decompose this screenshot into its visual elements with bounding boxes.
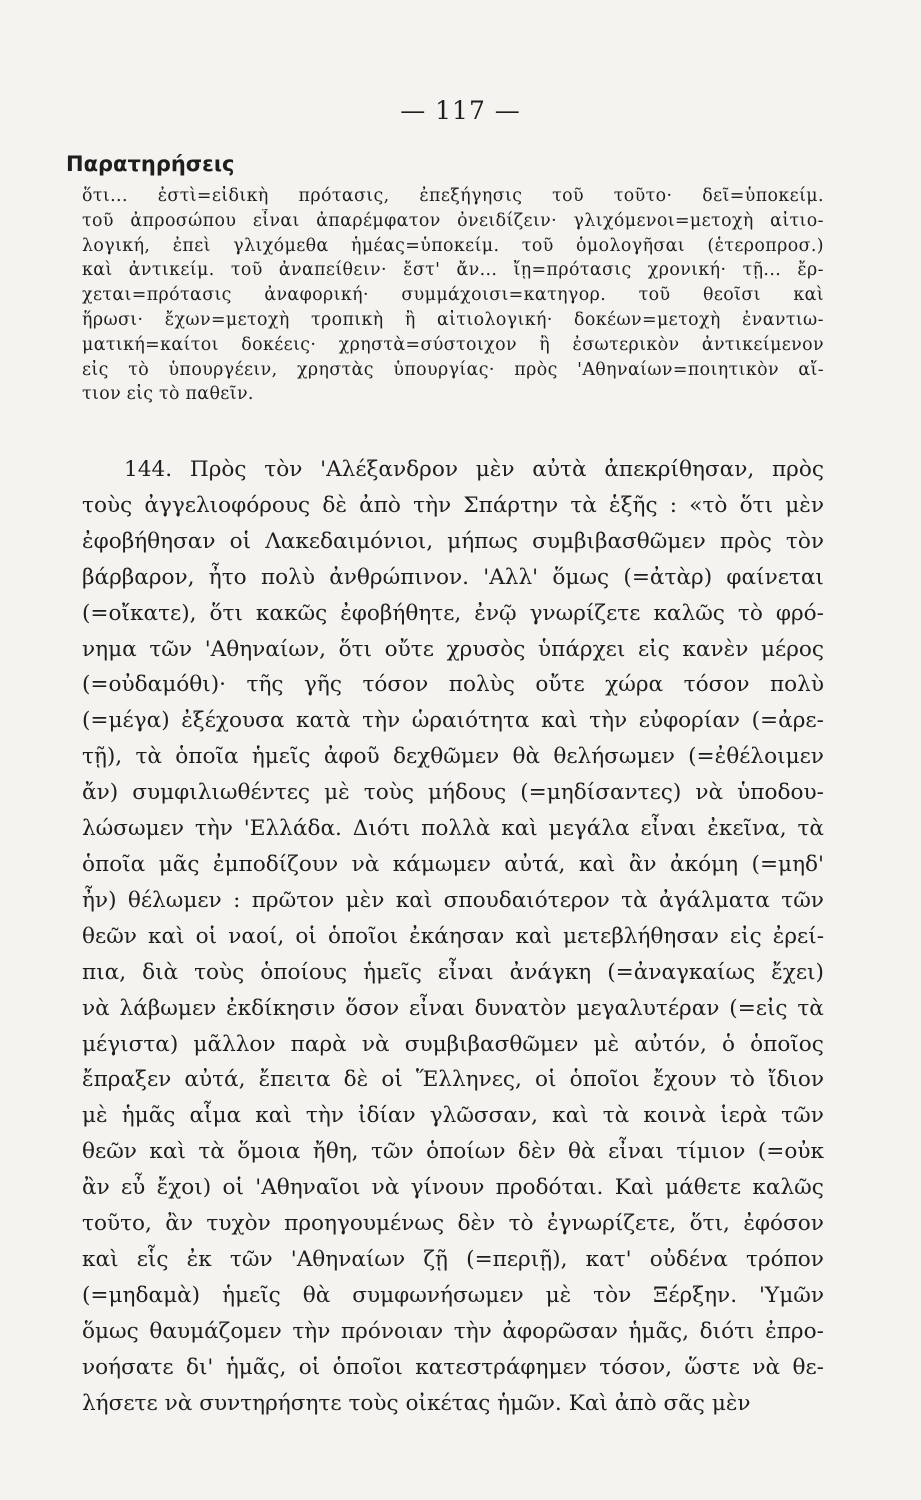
text-line: (=οἴκατε), ὅτι κακῶς ἐφοβήθητε, ἐνῷ γνωρίζετε καλῶς τὸ φρό- [82, 600, 824, 626]
note-line: εἰς τὸ ὑπουργέειν, χρηστὰς ὑπουργίας· πρὸς 'Αθηναίων=ποιητικὸν αἴ- [82, 359, 824, 380]
text-line: ὅμως θαυμάζομεν τὴν πρόνοιαν τὴν ἀφορῶσαν ἡμᾶς, διότι ἐπρο- [82, 1318, 824, 1344]
page-number: — 117 — [400, 96, 521, 125]
text-line: πια, διὰ τοὺς ὁποίους ἡμεῖς εἶναι ἀνάγκη (=ἀναγκαίως ἔχει) [82, 959, 824, 985]
text-line: θεῶν καὶ οἱ ναοί, οἱ ὁποῖοι ἐκάησαν καὶ μετεβλήθησαν εἰς ἐρεί- [82, 923, 824, 949]
text-line: καὶ εἷς ἐκ τῶν 'Αθηναίων ζῇ (=περιῇ), κατ' οὐδένα τρόπον [82, 1246, 824, 1272]
note-line: ὅτι... ἐστὶ=εἰδικὴ πρότασις, ἐπεξήγησις τοῦ τοῦτο· δεῖ=ὑποκείμ. [82, 186, 824, 206]
note-line: ματική=καίτοι δοκέεις· χρηστὰ=σύστοιχον ἢ ἐσωτερικὸν ἀντικείμενον [82, 334, 824, 355]
text-line: ἂν εὖ ἔχοι) οἱ 'Αθηναῖοι νὰ γίνουν προδόται. Καὶ μάθετε καλῶς [82, 1175, 824, 1201]
notes-heading: Παρατηρήσεις [66, 152, 235, 176]
note-line: καὶ ἀντικείμ. τοῦ ἀναπείθειν· ἔστ' ἄν... ἴῃ=πρότασις χρονική· τῇ... ἔρ- [82, 260, 824, 281]
text-line: θεῶν καὶ τὰ ὅμοια ἤθη, τῶν ὁποίων δὲν θὰ εἶναι τίμιον (=οὐκ [82, 1139, 824, 1165]
text-line: ἔπραξεν αὐτά, ἔπειτα δὲ οἱ Ἕλληνες, οἱ ὁποῖοι ἔχουν τὸ ἴδιον [82, 1067, 824, 1093]
note-line: τιον εἰς τὸ παθεῖν. [82, 384, 254, 405]
text-line: νὰ λάβωμεν ἐκδίκησιν ὅσον εἶναι δυνατὸν μεγαλυτέραν (=εἰς τὰ [82, 995, 824, 1021]
text-line: (=οὐδαμόθι)· τῆς γῆς τόσον πολὺς οὔτε χώρα τόσον πολὺ [82, 672, 824, 698]
note-line: λογική, ἐπεὶ γλιχόμεθα ἡμέας=ὑποκείμ. τοῦ ὁμολογῆσαι (ἑτεροπροσ.) [82, 235, 824, 256]
text-line: μὲ ἡμᾶς αἷμα καὶ τὴν ἰδίαν γλῶσσαν, καὶ τὰ κοινὰ ἱερὰ τῶν [82, 1103, 824, 1129]
text-line: (=μέγα) ἐξέχουσα κατὰ τὴν ὡραιότητα καὶ τὴν εὐφορίαν (=ἀρε- [82, 708, 824, 734]
text-line: ἐφοβήθησαν οἱ Λακεδαιμόνιοι, μήπως συμβιβασθῶμεν πρὸς τὸν [82, 528, 824, 554]
text-line: βάρβαρον, ἦτο πολὺ ἀνθρώπινον. 'Αλλ' ὅμως (=ἀτὰρ) φαίνεται [82, 564, 824, 590]
text-line: μέγιστα) μᾶλλον παρὰ νὰ συμβιβασθῶμεν μὲ αὐτόν, ὁ ὁποῖος [82, 1031, 824, 1057]
text-line: (=μηδαμὰ) ἡμεῖς θὰ συμφωνήσωμεν μὲ τὸν Ξέρξην. 'Υμῶν [82, 1282, 824, 1308]
text-line: λήσετε νὰ συντηρήσητε τοὺς οἰκέτας ἡμῶν. Καὶ ἀπὸ σᾶς μὲν [82, 1390, 751, 1416]
main-text-section [82, 452, 824, 1421]
text-line: νημα τῶν 'Αθηναίων, ὅτι οὔτε χρυσὸς ὑπάρχει εἰς κανὲν μέρος [82, 636, 824, 662]
text-line: τοῦτο, ἂν τυχὸν προηγουμένως δὲν τὸ ἐγνωρίζετε, ὅτι, ἐφόσον [82, 1211, 824, 1237]
text-line: νοήσατε δι' ἡμᾶς, οἱ ὁποῖοι κατεστράφημεν τόσον, ὥστε νὰ θε- [82, 1354, 824, 1380]
text-line: ἄν) συμφιλιωθέντες μὲ τοὺς μήδους (=μηδίσαντες) νὰ ὑποδου- [82, 780, 824, 806]
note-line: τοῦ ἀπροσώπου εἶναι ἀπαρέμφατον ὀνειδίζειν· γλιχόμενοι=μετοχὴ αἰτιο- [82, 210, 824, 231]
note-line: χεται=πρότασις ἀναφορική· συμμάχοισι=κατηγορ. τοῦ θεοῖσι καὶ [82, 285, 824, 306]
notes-section [82, 184, 824, 407]
text-line: τῇ), τὰ ὁποῖα ἡμεῖς ἀφοῦ δεχθῶμεν θὰ θελήσωμεν (=ἐθέλοιμεν [82, 744, 824, 770]
note-line: ἥρωσι· ἔχων=μετοχὴ τροπικὴ ἢ αἰτιολογική· δοκέων=μετοχὴ ἐναντιω- [82, 309, 824, 330]
text-line: τοὺς ἀγγελιοφόρους δὲ ἀπὸ τὴν Σπάρτην τὰ ἑξῆς : «τὸ ὅτι μὲν [82, 492, 824, 518]
text-line: λώσωμεν τὴν 'Ελλάδα. Διότι πολλὰ καὶ μεγάλα εἶναι ἐκεῖνα, τὰ [82, 816, 824, 842]
text-line: ὁποῖα μᾶς ἐμποδίζουν νὰ κάμωμεν αὐτά, καὶ ἂν ἀκόμη (=μηδ' [82, 851, 824, 877]
text-line: ἦν) θέλωμεν : πρῶτον μὲν καὶ σπουδαιότερον τὰ ἀγάλματα τῶν [82, 887, 824, 913]
text-line: 144. Πρὸς τὸν 'Αλέξανδρον μὲν αὐτὰ ἀπεκρίθησαν, πρὸς [124, 457, 824, 482]
